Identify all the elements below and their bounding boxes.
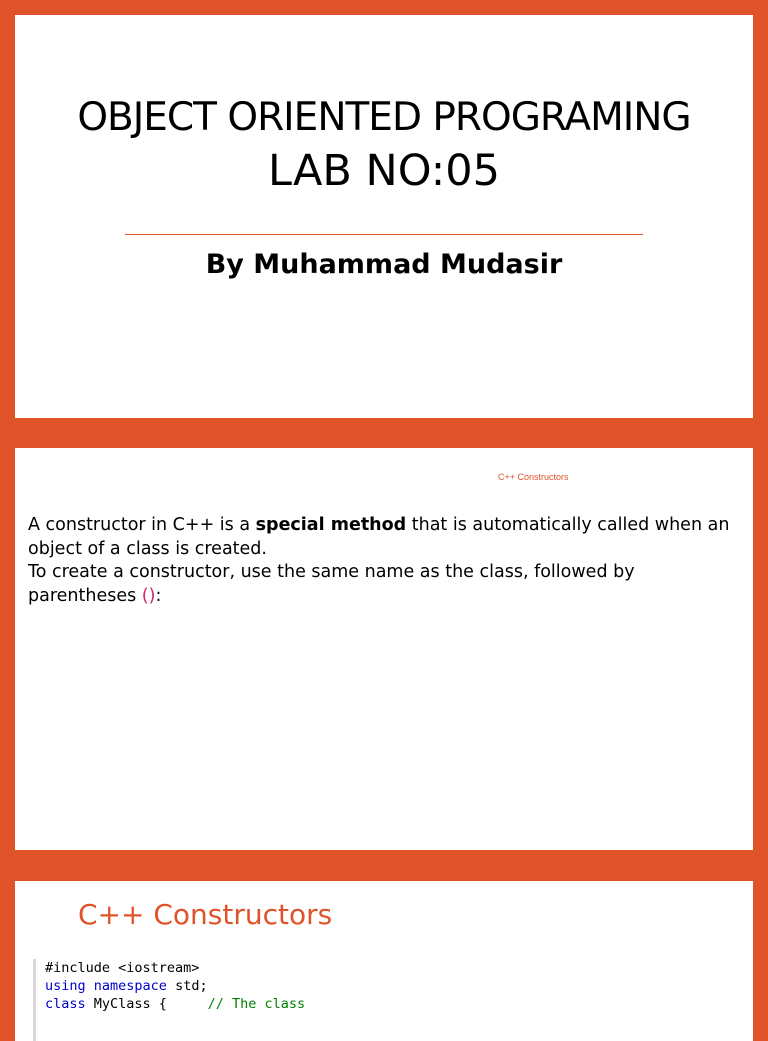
paragraph-1: [28, 514, 740, 561]
paragraph-2: [28, 561, 740, 608]
slide-heading: C++ Constructors: [498, 472, 569, 482]
title-divider: [125, 234, 643, 235]
bold-term: special method: [255, 515, 407, 535]
namespace-rest: std;: [166, 978, 208, 994]
keyword-namespace: namespace: [93, 978, 167, 994]
code-line-include: #include <iostream>: [45, 960, 200, 976]
title-line-1: OBJECT ORIENTED PROGRAMING: [77, 95, 691, 140]
slide-body: [28, 514, 740, 608]
code-comment: // The class: [207, 996, 306, 1012]
code-line-class: [45, 995, 733, 1013]
title-line-2: LAB NO:05: [268, 146, 500, 196]
paragraph-2-start: To create a constructor, use the same name as the class, followed by parentheses: [28, 562, 635, 606]
paragraph-1-start: A constructor in C++ is a: [28, 515, 256, 535]
keyword-using: using: [45, 978, 86, 994]
parentheses-code: (): [141, 585, 156, 606]
paragraph-2-end: :: [155, 585, 162, 606]
author-byline: By Muhammad Mudasir: [205, 249, 563, 280]
code-block: [33, 959, 733, 1041]
class-rest: MyClass {: [85, 996, 208, 1012]
code-line-namespace: [45, 977, 733, 995]
constructor-code-slide: [15, 881, 753, 1041]
keyword-class: class: [45, 996, 86, 1012]
paragraph-1-end: that is automatically called when an object of a class is created.: [28, 515, 730, 559]
slide-title: C++ Constructors: [78, 898, 333, 931]
title-slide: [15, 15, 753, 418]
constructor-definition-slide: [15, 448, 753, 850]
